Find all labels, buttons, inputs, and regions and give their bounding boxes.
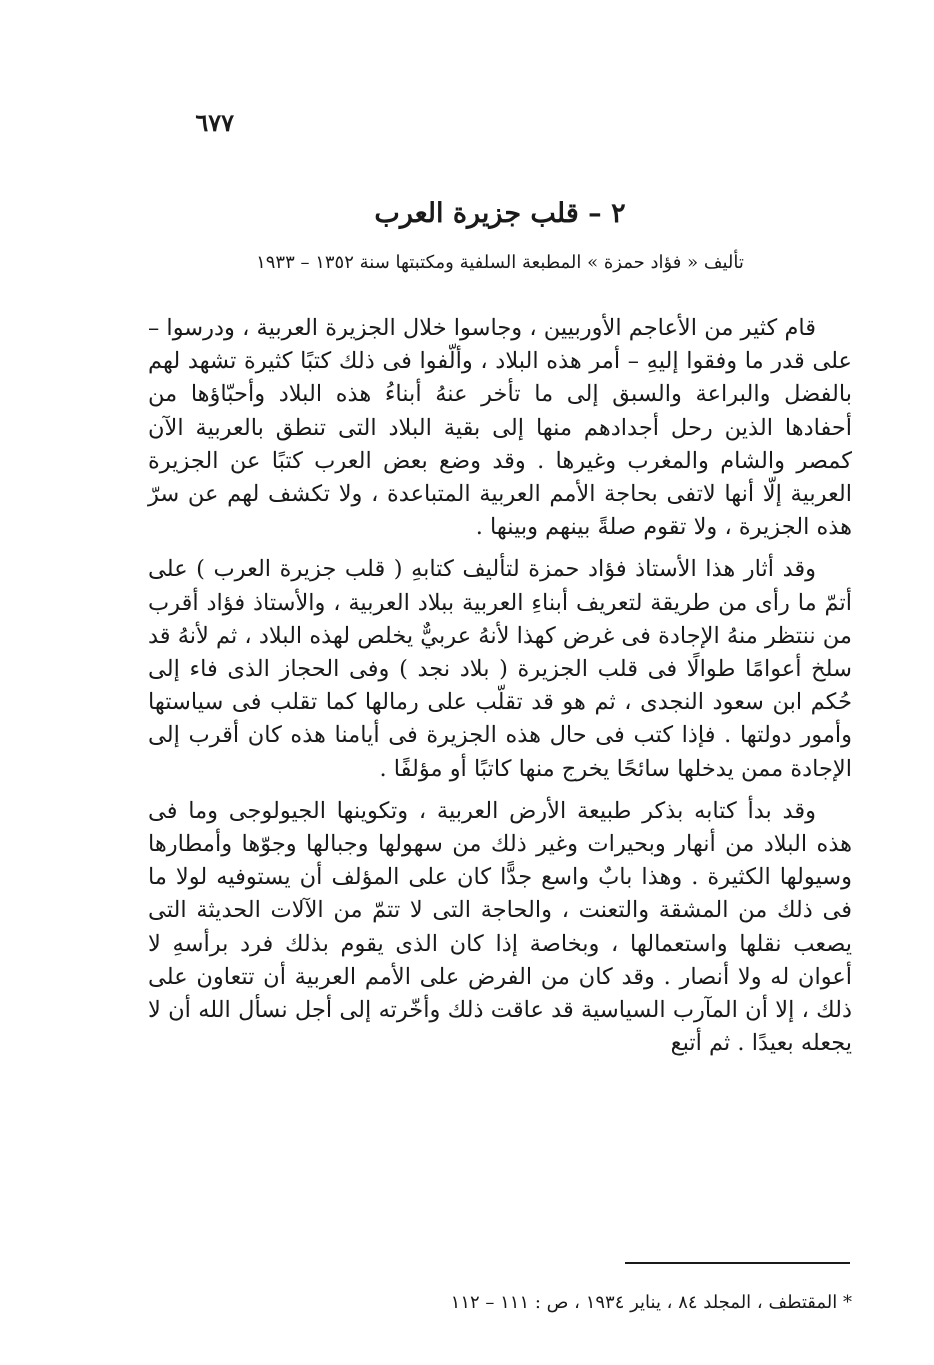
article-heading: ٢ – قلب جزيرة العرب <box>374 198 626 229</box>
article-body <box>148 312 852 1069</box>
article-subheading: تأليف « فؤاد حمزة » المطبعة السلفية ومكتبتها سنة ١٣٥٢ – ١٩٣٣ <box>256 252 744 273</box>
footnote: * المقتطف ، المجلد ٨٤ ، يناير ١٩٣٤ ، ص : ١١١ – ١١٢ <box>450 1292 852 1313</box>
paragraph: وقد بدأ كتابه بذكر طبيعة الأرض العربية ، وتكوينها الجيولوجى وما فى هذه البلاد من أنهار وبحيرات وغير ذلك من سهولها وجبالها وجوّها وأمطارها وسيولها الكثيرة . وهذا بابٌ واسع جدًّا كان على المؤلف أن يستوفيه لولا ما فى ذلك من المشقة والتعنت ، والحاجة التى لا تتمّ من الآلات الحديثة التى يصعب نقلها واستعمالها ، وبخاصة إذا كان الذى يقوم بذلك فرد برأسهِ لا أعوان له ولا أنصار . وقد كان من الفرض على الأمم العربية أن تتعاون على ذلك ، إلا أن المآرب السياسية قد عاقت ذلك وأخّرته إلى أجل نسأل الله أن لا يجعله بعيدًا . ثم أتبع <box>148 797 852 1057</box>
paragraph: وقد أثار هذا الأستاذ فؤاد حمزة لتأليف كتابهِ ( قلب جزيرة العرب ) على أتمّ ما رأى من طريقة لتعريف أبناءِ العربية ببلاد العربية ، والأستاذ فؤاد أقرب من ننتظر منهُ الإجادة فى غرض كهذا لأنهُ عربيٌّ يخلص لهذه البلاد ، ثم لأنهُ قد سلخ أعوامًا طوالًا فى قلب الجزيرة ( بلاد نجد ) وفى الحجاز الذى فاء إلى حُكم ابن سعود النجدى ، ثم هو قد تقلّب على رمالها كما تقلب فى سياستها وأمور دولتها . فإذا كتب فى حال هذه الجزيرة فى أيامنا هذه كان أقرب إلى الإجادة ممن يدخلها سائحًا يخرج منها كاتبًا أو مؤلفًا . <box>148 556 852 782</box>
paragraph: قام كثير من الأعاجم الأوربيين ، وجاسوا خلال الجزيرة العربية ، ودرسوا – على قدر ما وفقوا إليهِ – أمر هذه البلاد ، وألّفوا فى ذلك كتبًا كثيرة تشهد لهم بالفضل والبراعة والسبق إلى ما تأخر عنهُ أبناءُ هذه البلاد وأحبّاؤها من أحفادها الذين رحل أجدادهم منها إلى بقية البلاد التى تنطق بالعربية الآن كمصر والشام والمغرب وغيرها . وقد وضع بعض العرب كتبًا عن الجزيرة العربية إلّا أنها لاتفى بحاجة الأمم العربية المتباعدة ، ولا تكشف لهم عن سرّ هذه الجزيرة ، ولا تقوم صلةً بينهم وبينها . <box>148 315 852 541</box>
page-number: ٦٧٧ <box>195 108 234 137</box>
footnote-divider <box>625 1262 850 1264</box>
